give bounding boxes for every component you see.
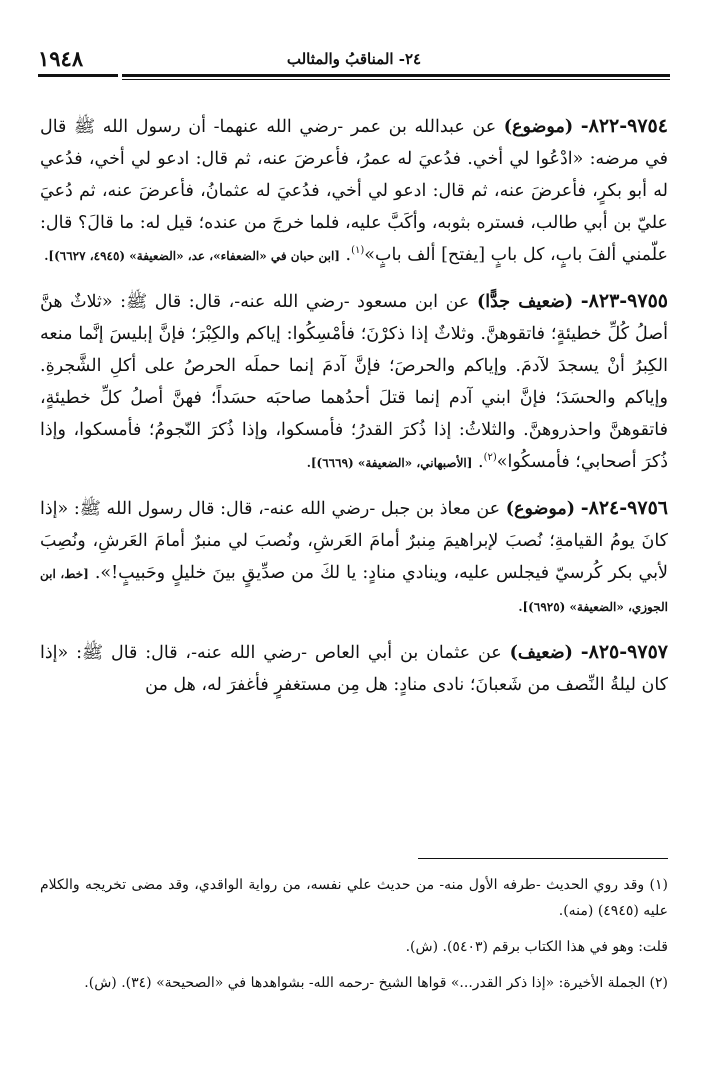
hadith-source: [الأصبهاني، «الضعيفة» (٦٦٦٩)].	[306, 456, 473, 470]
header-rule-thick	[122, 74, 670, 77]
hadith-text: عن ابن مسعود -رضي الله عنه-، قال: قال ﷺ: «ثلاثٌ هنَّ أصلُ كُلِّ خطيئةٍ؛ فاتقوهنَّ. وثلاثٌ إذا ذكرْنَ؛ فأمْسِكُوا: إياكم والكِبْرَ؛ فإنَّ إبليسَ إنَّما منعه الكِبرُ أنْ يسجدَ لآدمَ. وإياكم والحرصَ؛ فإنَّ آدمَ إنما حملَه الحرصُ على أكلِ الشَّجرةِ. وإياكم والحسَدَ؛ فإنَّ ابني آدم إنما قتلَ أحدُهما صاحبَه حسَداً؛ فهنَّ أصلُ كلِّ خطيئةٍ، فاتقوهنَّ واحذروهنَّ. والثلاثُ: إذا ذُكرَ القدرُ؛ فأمسكوا، وإذا ذُكرَ النّجومُ؛ فأمسكوا، وإذا ذُكرَ أصحابي؛ فأمسكُوا»	[40, 292, 668, 472]
hadith-text: عن عثمان بن أبي العاص -رضي الله عنه-، قال: قال ﷺ: «إذا كان ليلةُ النِّصف من شَعبانَ؛ نادى منادٍ: هل مِن مستغفرٍ فأغفرَ له، هل من	[40, 643, 668, 695]
footnote-ref[interactable]: (٢)	[483, 452, 497, 464]
hadith-number: ٩٧٥٧-٨٢٥-	[580, 641, 668, 663]
footnote-1: (١) وقد روي الحديث -طرفه الأول منه- من حديث علي نفسه، من رواية الواقدي، وقد مضى تخريجه والكلام عليه (٤٩٤٥) (منه).	[40, 877, 668, 919]
hadith-list	[40, 110, 668, 714]
hadith-9754: ٩٧٥٤-٨٢٢- (موضوع) عن عبدالله بن عمر -رضي الله عنهما- أن رسول الله ﷺ قال في مرضه: «ادْعُوا لي أخي. فدُعيَ له عمرُ، فأعرضَ عنه، ثم قال: ادعو لي أخي، فدُعي له أبو بكرٍ، فأعرضَ عنه، ثم قال: ادعو لي أخي، فدُعيَ له عثمانُ، فأعرضَ عنه، ثم دُعيَ عليّ بن أبي طالب، فستره بثوبه، وأكَبَّ عليه، فلما خرجَ من عنده؛ قيل له: ما قالَ؟ قال: علّمني ألفَ بابٍ، كل بابٍ [يفتح] ألف بابٍ»$^{(١)}$. [ابن حبان في «الضعفاء»، عد، «الضعيفة» (٤٩٤٥، ٦٦٢٧)].	[40, 115, 668, 265]
hadith-number: ٩٧٥٥-٨٢٣-	[580, 290, 668, 312]
hadith-source: [ابن حبان في «الضعفاء»، عد، «الضعيفة» (٤٩٤٥، ٦٦٢٧)].	[44, 249, 340, 263]
hadith-9756	[40, 492, 668, 623]
header-rule-thin	[122, 79, 670, 80]
hadith-number: ٩٧٥٦-٨٢٤-	[580, 497, 668, 519]
hadith-text: عن عبدالله بن عمر -رضي الله عنهما- أن رسول الله ﷺ قال في مرضه: «ادْعُوا لي أخي. فدُعيَ له عمرُ، فأعرضَ عنه، ثم قال: ادعو لي أخي، فدُعي له أبو بكرٍ، فأعرضَ عنه، ثم قال: ادعو لي أخي، فدُعيَ له عثمانُ، فأعرضَ عنه، ثم دُعيَ عليّ بن أبي طالب، فستره بثوبه، وأكَبَّ عليه، فلما خرجَ من عنده؛ قيل له: ما قالَ؟ قال: علّمني ألفَ بابٍ، كل بابٍ [يفتح] ألف بابٍ»	[40, 117, 668, 265]
hadith-text: عن معاذ بن جبل -رضي الله عنه-، قال: قال رسول الله ﷺ: «إذا كانَ يومُ القيامةِ؛ نُصبَ لإبراهيمَ مِنبرٌ أمامَ العَرشِ، ونُصبَ لي منبرٌ أمامَ العَرشِ، ونُصِبَ لأبي بكر كُرسيّ فيجلس عليه، وينادي منادٍ: يا لكَ من صدِّيقٍ بينَ خليلٍ وحَبيبٍ!».	[40, 499, 668, 583]
footnote-separator	[418, 858, 668, 859]
footnotes	[40, 872, 668, 1006]
hadith-grade: (موضوع)	[505, 499, 576, 519]
hadith-number: ٩٧٥٤-٨٢٢-	[580, 115, 668, 137]
page-header	[38, 44, 670, 84]
hadith-source: [خط، ابن الجوزي، «الضعيفة» (٦٩٢٥)].	[40, 567, 668, 614]
hadith-grade: (موضوع)	[503, 117, 574, 137]
page-number: ١٩٤٨	[38, 46, 84, 71]
hadith-9757	[40, 636, 668, 701]
footnote-2: (٢) الجملة الأخيرة: «إذا ذكر القدر...» قواها الشيخ -رحمه الله- بشواهدها في «الصحيحة» (٣٤). (ش).	[84, 975, 668, 991]
hadith-grade: (ضعيف)	[509, 643, 573, 663]
hadith-grade: (ضعيف جدًّا)	[476, 292, 574, 312]
chapter-title: ٢٤- المناقبُ والمثالب	[286, 50, 422, 68]
hadith-9755: ٩٧٥٥-٨٢٣- (ضعيف جدًّا) عن ابن مسعود -رضي الله عنه-، قال: قال ﷺ: «ثلاثٌ هنَّ أصلُ كُلِّ خطيئةٍ؛ فاتقوهنَّ. وثلاثٌ إذا ذكرْنَ؛ فأمْسِكُوا: إياكم والكِبْرَ؛ فإنَّ إبليسَ إنَّما منعه الكِبرُ أنْ يسجدَ لآدمَ. وإياكم والحرصَ؛ فإنَّ آدمَ إنما حملَه الحرصُ على أكلِ الشَّجرةِ. وإياكم والحسَدَ؛ فإنَّ ابني آدم إنما قتلَ أحدُهما صاحبَه حسَداً؛ فهنَّ أصلُ كلِّ خطيئةٍ، فاتقوهنَّ واحذروهنَّ. والثلاثُ: إذا ذُكرَ القدرُ؛ فأمسكوا، وإذا ذُكرَ النّجومُ؛ فأمسكوا، وإذا ذُكرَ أصحابي؛ فأمسكُوا»$^{(٢)}$. [الأصبهاني، «الضعيفة» (٦٦٦٩)].	[40, 290, 668, 472]
footnote-editor-note: قلت: وهو في هذا الكتاب برقم (٥٤٠٣). (ش).	[405, 939, 668, 955]
header-number-rule	[38, 74, 118, 77]
footnote-ref[interactable]: (١)	[351, 245, 365, 257]
